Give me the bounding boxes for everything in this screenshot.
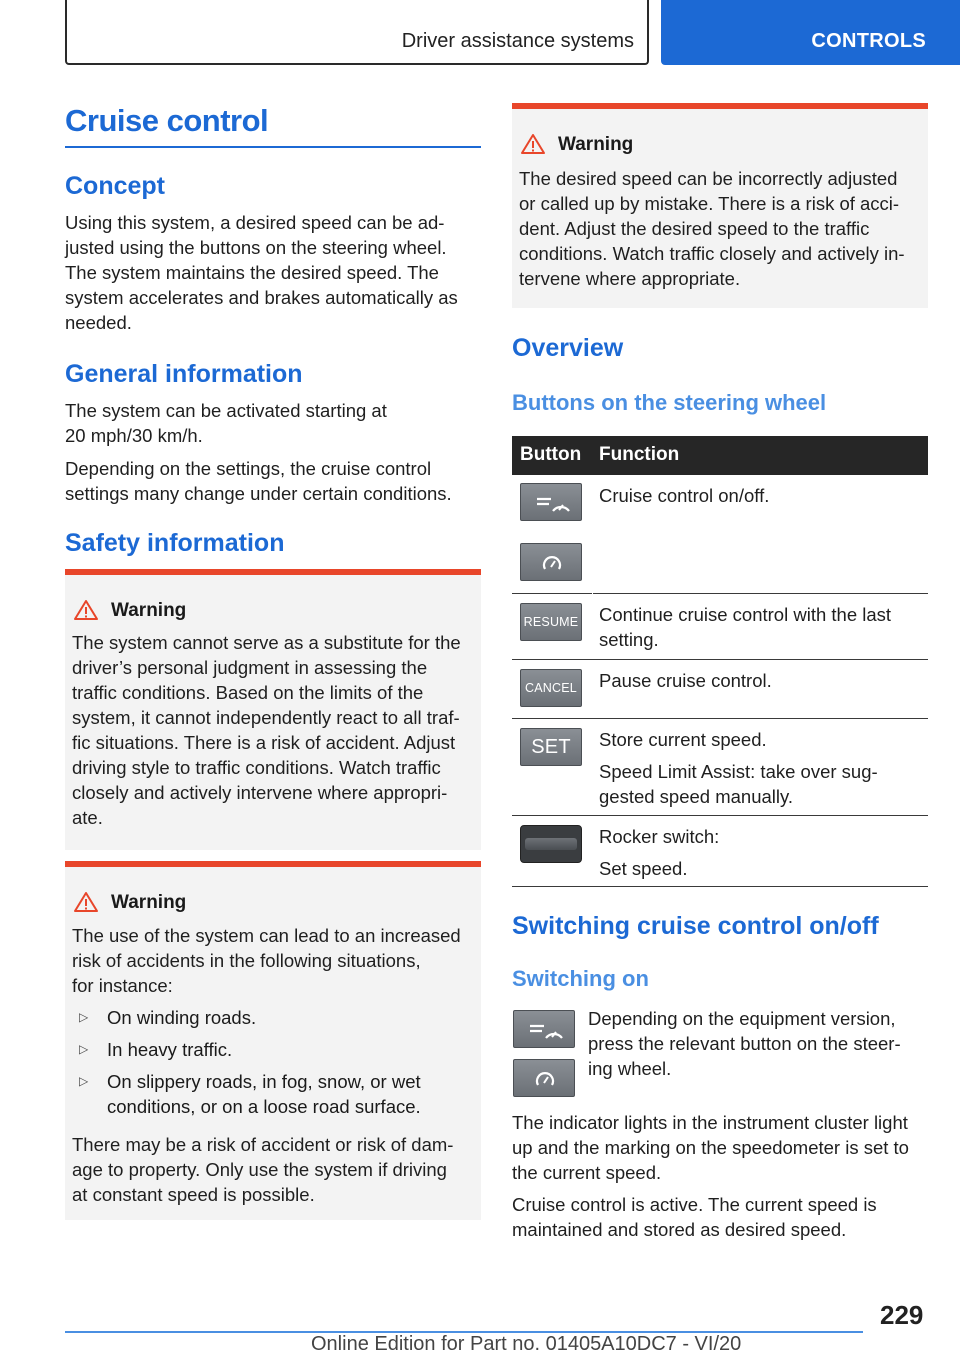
warning-box [65, 569, 481, 850]
text-line: settings many change under certain conditions. [65, 483, 452, 504]
cruise-control-alt-button-image [520, 543, 582, 581]
speedometer-icon [521, 544, 583, 582]
text-line: system accelerates and brakes automatically as [65, 287, 458, 308]
buttons-table [512, 436, 928, 887]
table-row [512, 475, 928, 594]
header-section-title: Driver assistance systems [401, 30, 634, 52]
text-line: The system maintains the desired speed. The [65, 262, 439, 283]
table-row [512, 660, 928, 719]
text-line: The system cannot serve as a substitute for the [72, 632, 461, 653]
text-line: ate. [72, 807, 103, 828]
concept-heading: Concept [65, 172, 165, 200]
function-text: Cruise control on/off. [599, 485, 770, 506]
warning-outro [72, 1132, 475, 1207]
text-line: justed using the buttons on the steering wheel. [65, 237, 447, 258]
cancel-button-image: CANCEL [520, 669, 582, 707]
text-line: traffic conditions. Based on the limits of the [72, 682, 424, 703]
text-line: system, it cannot independently react to all traf‐ [72, 707, 460, 728]
text-line: The system can be activated starting at [65, 400, 387, 421]
cruise-control-alt-button-image [513, 1059, 575, 1097]
text-line: driving style to traffic conditions. Watch traffic [72, 757, 441, 778]
title-rule [65, 146, 481, 148]
warning-title: Warning [111, 892, 187, 913]
concept-paragraph [65, 210, 458, 335]
warning-triangle-icon [73, 599, 99, 621]
function-text: Pause cruise control. [599, 670, 772, 691]
warning-text [72, 630, 475, 830]
warning-box [512, 103, 928, 308]
text-line: for instance: [72, 975, 173, 996]
list-item: ▷ In heavy traffic. [79, 1039, 233, 1060]
text-line: needed. [65, 312, 132, 333]
overview-heading: Overview [512, 334, 624, 362]
header-chapter-title: CONTROLS [811, 30, 926, 52]
text-line: There may be a risk of accident or risk of dam‐ [72, 1134, 454, 1155]
list-item: ▷ On slippery roads, in fog, snow, or wet conditions, or on a loose road surface. [79, 1071, 421, 1117]
set-button-image: SET [520, 728, 582, 766]
text-line: at constant speed is possible. [72, 1184, 315, 1205]
footer-edition: Online Edition for Part no. 01405A10DC7 - VI/20 [311, 1333, 742, 1355]
table-row [512, 719, 928, 816]
rocker-switch-image [520, 825, 582, 863]
warning-bullet-list [79, 1005, 475, 1126]
bullet-triangle-icon: ▷ [79, 1042, 89, 1056]
text-line: age to property. Only use the system if driving [72, 1159, 447, 1180]
buttons-heading: Buttons on the steering wheel [512, 390, 827, 415]
text-line: risk of accidents in the following situations, [72, 950, 421, 971]
text-line: Depending on the equipment version, [588, 1008, 896, 1029]
page-title: Cruise control [65, 103, 269, 138]
switching-on-paragraph [588, 1006, 901, 1081]
text-line: Using this system, a desired speed can be ad‐ [65, 212, 445, 233]
safety-information-heading: Safety information [65, 529, 285, 557]
general-paragraph-1 [65, 398, 387, 448]
text-line: Depending on the settings, the cruise control [65, 458, 432, 479]
text-line: or called up by mistake. There is a risk of acci‐ [519, 193, 900, 214]
warning-title: Warning [111, 600, 187, 621]
function-text: Store current speed. Speed Limit Assist: take over sug‐ gested speed manually. [599, 729, 878, 807]
text-line: driver’s personal judgment in assessing the [72, 657, 428, 678]
text-line: ing wheel. [588, 1058, 672, 1079]
text-line: up and the marking on the speedometer is set to [512, 1137, 909, 1158]
general-paragraph-2 [65, 456, 452, 506]
switching-on-heading: Switching on [512, 966, 649, 991]
table-row [512, 816, 928, 887]
warning-triangle-icon [73, 891, 99, 913]
text-line: The use of the system can lead to an increased [72, 925, 461, 946]
function-text: Rocker switch: Set speed. [599, 826, 720, 879]
text-line: maintained and stored as desired speed. [512, 1219, 847, 1240]
text-line: fic situations. There is a risk of accident. Adjust [72, 732, 456, 753]
warning-triangle-icon [520, 133, 546, 155]
warning-intro [72, 923, 475, 998]
text-line: dent. Adjust the desired speed to the traffic [519, 218, 870, 239]
column-header-function: Function [599, 444, 680, 465]
warning-title: Warning [558, 134, 634, 155]
text-line: tervene where appropriate. [519, 268, 741, 289]
warning-box [65, 861, 481, 1220]
switching-heading: Switching cruise control on/off [512, 912, 879, 940]
function-text: Continue cruise control with the last setting. [599, 604, 892, 650]
text-line: press the relevant button on the steer‐ [588, 1033, 901, 1054]
text-line: closely and actively intervene where appropri‐ [72, 782, 448, 803]
indicator-paragraph [512, 1110, 909, 1185]
text-line: The desired speed can be incorrectly adjusted [519, 168, 898, 189]
table-header [512, 436, 928, 475]
text-line: The indicator lights in the instrument cluster light [512, 1112, 908, 1133]
column-divider [592, 475, 593, 594]
text-line: Cruise control is active. The current speed is [512, 1194, 877, 1215]
text-line: the current speed. [512, 1162, 662, 1183]
speedometer-icon [514, 1060, 576, 1098]
column-header-button: Button [520, 444, 582, 465]
cruise-control-button-image [520, 483, 582, 521]
cruise-control-icon [521, 484, 583, 522]
page-number: 229 [880, 1300, 924, 1330]
table-row [512, 594, 928, 660]
warning-text [519, 166, 922, 291]
text-line: 20 mph/30 km/h. [65, 425, 203, 446]
active-paragraph [512, 1192, 877, 1242]
cruise-control-icon [514, 1011, 576, 1049]
bullet-triangle-icon: ▷ [79, 1010, 89, 1024]
header-chapter-tab [661, 0, 960, 65]
resume-button-image: RESUME [520, 603, 582, 641]
list-item: ▷ On winding roads. [79, 1007, 257, 1028]
bullet-triangle-icon: ▷ [79, 1074, 89, 1088]
general-information-heading: General information [65, 360, 303, 388]
header-section-tab [65, 0, 649, 65]
text-line: conditions. Watch traffic closely and actively in‐ [519, 243, 905, 264]
cruise-control-button-image [513, 1010, 575, 1048]
